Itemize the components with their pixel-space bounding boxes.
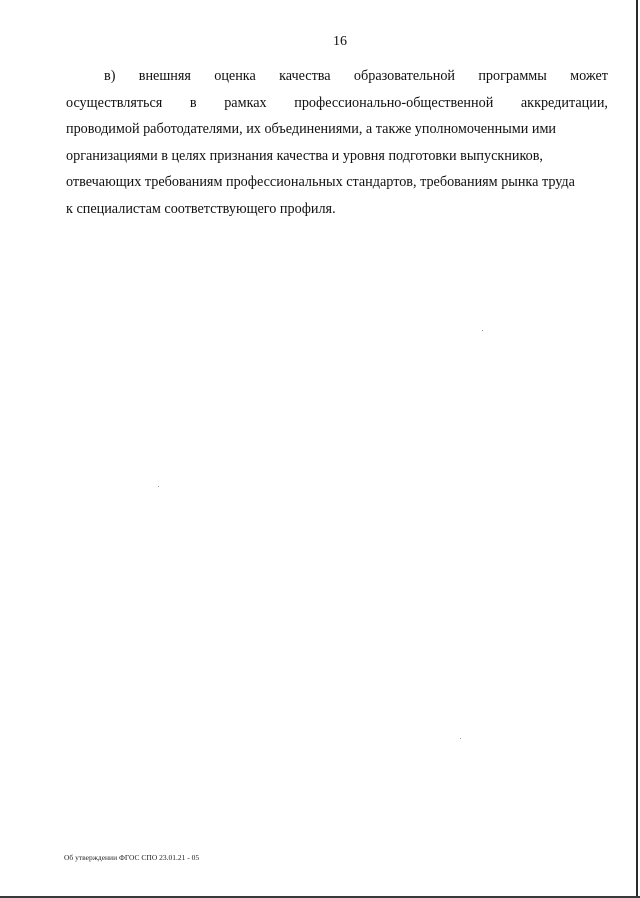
paragraph — [66, 63, 608, 222]
paragraph-line-6: к специалистам соответствующего профиля. — [66, 200, 336, 217]
word: оценка — [214, 68, 256, 84]
scan-speck — [482, 330, 483, 331]
paragraph-line-2 — [66, 90, 608, 117]
word: образовательной — [353, 68, 456, 84]
word: осуществляться — [66, 94, 163, 111]
paragraph-line-4: организациями в целях признания качества и уровня подготовки выпускников, — [66, 147, 543, 164]
scan-edge-right — [636, 0, 638, 898]
footer-text: Об утверждении ФГОС СПО 23.01.21 - 05 — [64, 853, 200, 862]
word: в — [189, 94, 197, 111]
word: в) — [104, 68, 116, 84]
word: может — [570, 68, 608, 84]
word: программы — [478, 68, 547, 84]
word: внешняя — [138, 68, 191, 84]
page-number: 16 — [333, 34, 347, 49]
scan-speck — [460, 738, 461, 739]
paragraph-line-3: проводимой работодателями, их объединениями, а также уполномоченными ими — [66, 121, 557, 137]
paragraph-line-1 — [66, 63, 608, 90]
word: аккредитации, — [520, 94, 608, 111]
scan-speck — [158, 486, 159, 487]
word: профессионально-общественной — [294, 94, 494, 111]
word: качества — [279, 68, 331, 84]
paragraph-line-5: отвечающих требованиям профессиональных стандартов, требованиям рынка труда — [66, 174, 575, 190]
word: рамках — [224, 94, 267, 111]
